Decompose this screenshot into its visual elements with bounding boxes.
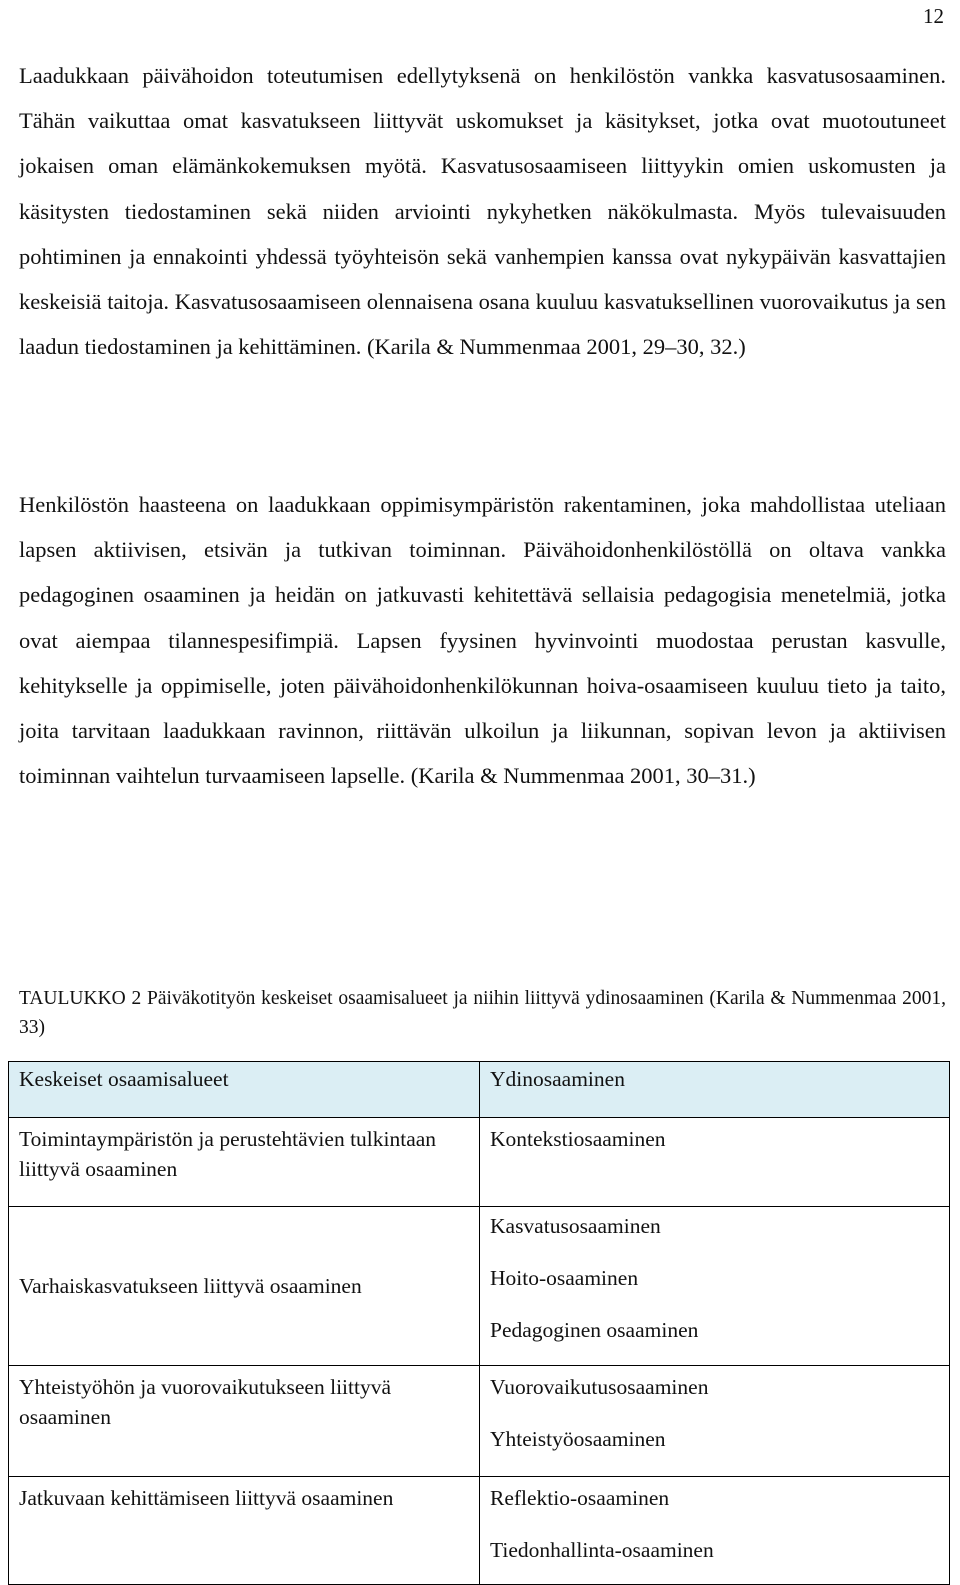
area-cell: Toimintaympäristön ja perustehtävien tulkintaan liittyvä osaaminen [9,1118,480,1207]
table-row [9,1118,950,1207]
table-header-row [9,1062,950,1118]
area-cell: Jatkuvaan kehittämiseen liittyvä osaaminen [9,1477,480,1585]
body-paragraph-2: Henkilöstön haasteena on laadukkaan oppimisympäristön rakentaminen, joka mahdollistaa uteliaan lapsen aktiivisen, etsivän ja tutkivan toiminnan. Päivähoidonhenkilöstöllä on oltava vankka pedagoginen osaaminen ja heidän on jatkuvasti kehitettävä sellaisia pedagogisia menetelmiä, jotka ovat aiempaa tilannespesifimpiä. Lapsen fyysinen hyvinvointi muodostaa perustan kasvulle, kehitykselle ja oppimiselle, joten päivähoidonhenkilökunnan hoiva-osaamiseen kuuluu tieto ja taito, joita tarvitaan laadukkaan ravinnon, riittävän ulkoilun ja liikunnan, sopivan levon ja aktiivisen toiminnan vaihtelun turvaamiseen lapselle. (Karila & Nummenmaa 2001, 30–31.) [19,492,946,789]
core-item: Vuorovaikutusosaaminen [490,1375,709,1399]
table-row [9,1477,950,1585]
core-cell [480,1118,950,1207]
header-cell-areas: Keskeiset osaamisalueet [9,1062,480,1118]
page-number: 12 [923,4,944,28]
table-caption: TAULUKKO 2 Päiväkotityön keskeiset osaamisalueet ja niihin liittyvä ydinosaaminen (Karila & Nummenmaa 2001, 33) [19,988,946,1038]
core-item: Tiedonhallinta-osaaminen [490,1538,714,1562]
area-cell: Yhteistyöhön ja vuorovaikutukseen liittyvä osaaminen [9,1366,480,1477]
area-cell: Varhaiskasvatukseen liittyvä osaaminen [9,1207,480,1366]
core-item: Reflektio-osaaminen [490,1486,670,1510]
core-item: Hoito-osaaminen [490,1266,639,1290]
table-row [9,1366,950,1477]
core-cell [480,1366,950,1477]
core-cell [480,1477,950,1585]
core-item: Pedagoginen osaaminen [490,1318,699,1342]
core-cell [480,1207,950,1366]
header-cell-core: Ydinosaaminen [480,1062,950,1118]
core-item: Kontekstiosaaminen [490,1127,666,1151]
core-item: Yhteistyöosaaminen [490,1427,666,1451]
table-row [9,1207,950,1366]
body-paragraph-1: Laadukkaan päivähoidon toteutumisen edellytyksenä on henkilöstön vankka kasvatusosaaminen. Tähän vaikuttaa omat kasvatukseen liittyvät uskomukset ja käsitykset, jotka ovat muotoutuneet jokaisen oman elämänkokemuksen myötä. Kasvatusosaamiseen liittyykin omien uskomusten ja käsitysten tiedostaminen sekä niiden arviointi nykyhetken näkökulmasta. Myös tulevaisuuden pohtiminen ja ennakointi yhdessä työyhteisön sekä vanhempien kanssa ovat nykypäivän kasvattajien keskeisiä taitoja. Kasvatusosaamiseen olennaisena osana kuuluu kasvatuksellinen vuorovaikutus ja sen laadun tiedostaminen ja kehittäminen. (Karila & Nummenmaa 2001, 29–30, 32.) [19,63,946,360]
core-item: Kasvatusosaaminen [490,1214,661,1238]
competence-table [8,1061,950,1585]
